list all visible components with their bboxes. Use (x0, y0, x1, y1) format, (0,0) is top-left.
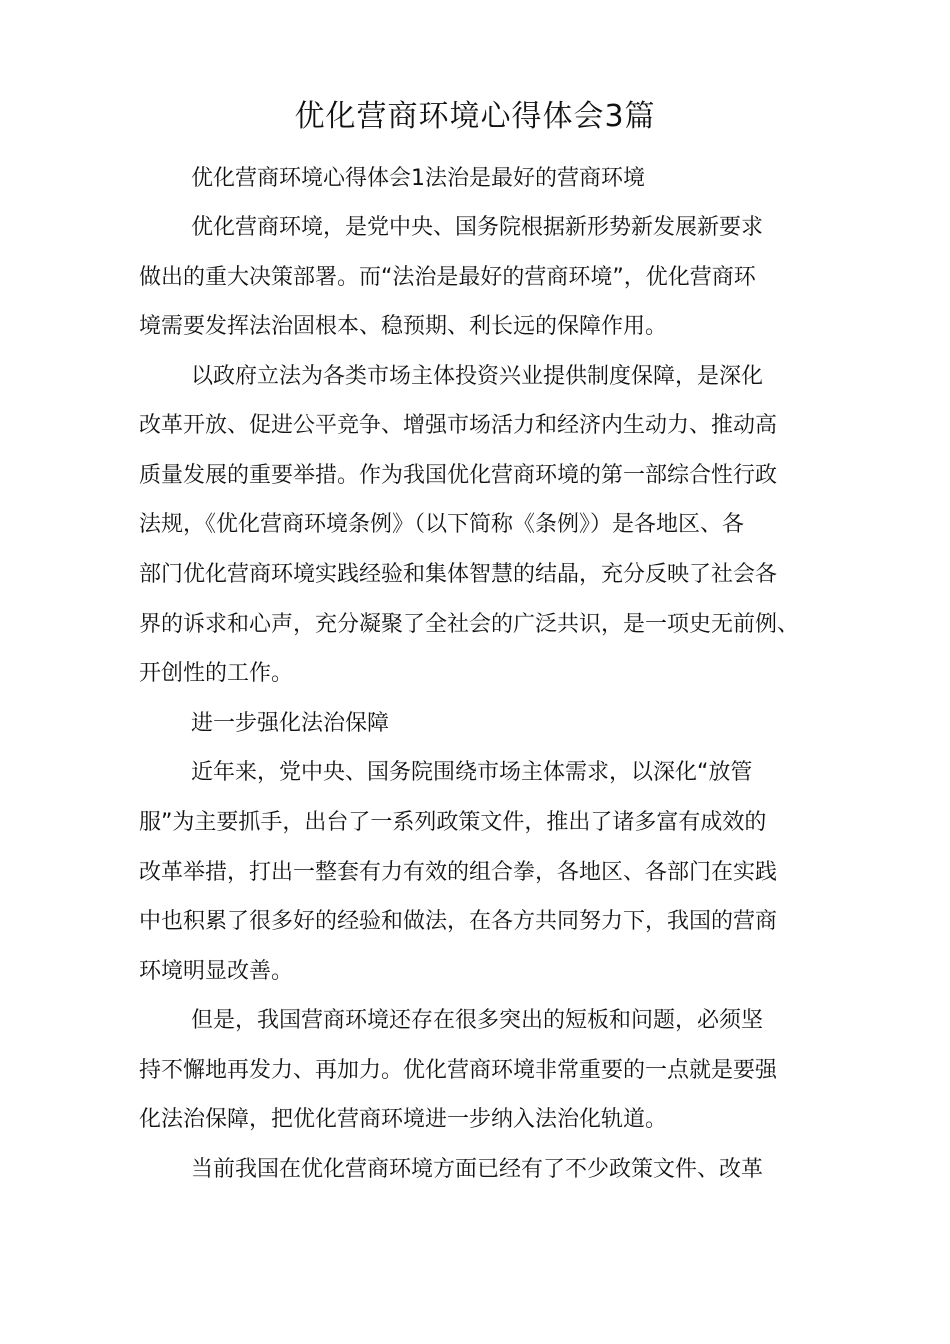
paragraph-line: 环境明显改善。 (139, 959, 294, 984)
paragraph-line: 质量发展的重要举措。作为我国优化营商环境的第一部综合性行政 (139, 463, 778, 488)
paragraph-line: 服”为主要抓手，出台了一系列政策文件，推出了诸多富有成效的 (139, 810, 767, 835)
paragraph-line: 改革开放、促进公平竞争、增强市场活力和经济内生动力、推动高 (139, 413, 778, 438)
paragraph-line: 近年来，党中央、国务院围绕市场主体需求，以深化“放管 (191, 760, 753, 785)
paragraph-line: 持不懈地再发力、再加力。优化营商环境非常重要的一点就是要强 (139, 1058, 778, 1083)
document-title: 优化营商环境心得体会3篇 (294, 99, 656, 134)
paragraph-line: 但是，我国营商环境还存在很多突出的短板和问题，必须坚 (191, 1008, 764, 1033)
paragraph-line: 优化营商环境，是党中央、国务院根据新形势新发展新要求 (191, 215, 764, 240)
paragraph-line: 法规，《优化营商环境条例》（以下简称《条例》）是各地区、各 (139, 512, 745, 537)
subtitle-line: 优化营商环境心得体会1法治是最好的营商环境 (191, 166, 645, 191)
paragraph-line: 以政府立法为各类市场主体投资兴业提供制度保障，是深化 (191, 364, 764, 389)
paragraph-line: 当前我国在优化营商环境方面已经有了不少政策文件、改革 (191, 1157, 764, 1182)
paragraph-line: 部门优化营商环境实践经验和集体智慧的结晶，充分反映了社会各 (139, 562, 778, 587)
paragraph-line: 改革举措，打出一整套有力有效的组合拳，各地区、各部门在实践 (139, 860, 778, 885)
paragraph-line: 开创性的工作。 (139, 661, 294, 686)
paragraph-line: 化法治保障，把优化营商环境进一步纳入法治化轨道。 (139, 1107, 668, 1132)
paragraph-line: 境需要发挥法治固根本、稳预期、利长远的保障作用。 (139, 314, 668, 339)
section-heading: 进一步强化法治保障 (191, 711, 390, 736)
paragraph-line: 做出的重大决策部署。而“法治是最好的营商环境”，优化营商环 (139, 265, 756, 290)
paragraph-line: 中也积累了很多好的经验和做法，在各方共同努力下，我国的营商 (139, 909, 778, 934)
paragraph-line: 界的诉求和心声，充分凝聚了全社会的广泛共识，是一项史无前例、 (139, 612, 800, 637)
